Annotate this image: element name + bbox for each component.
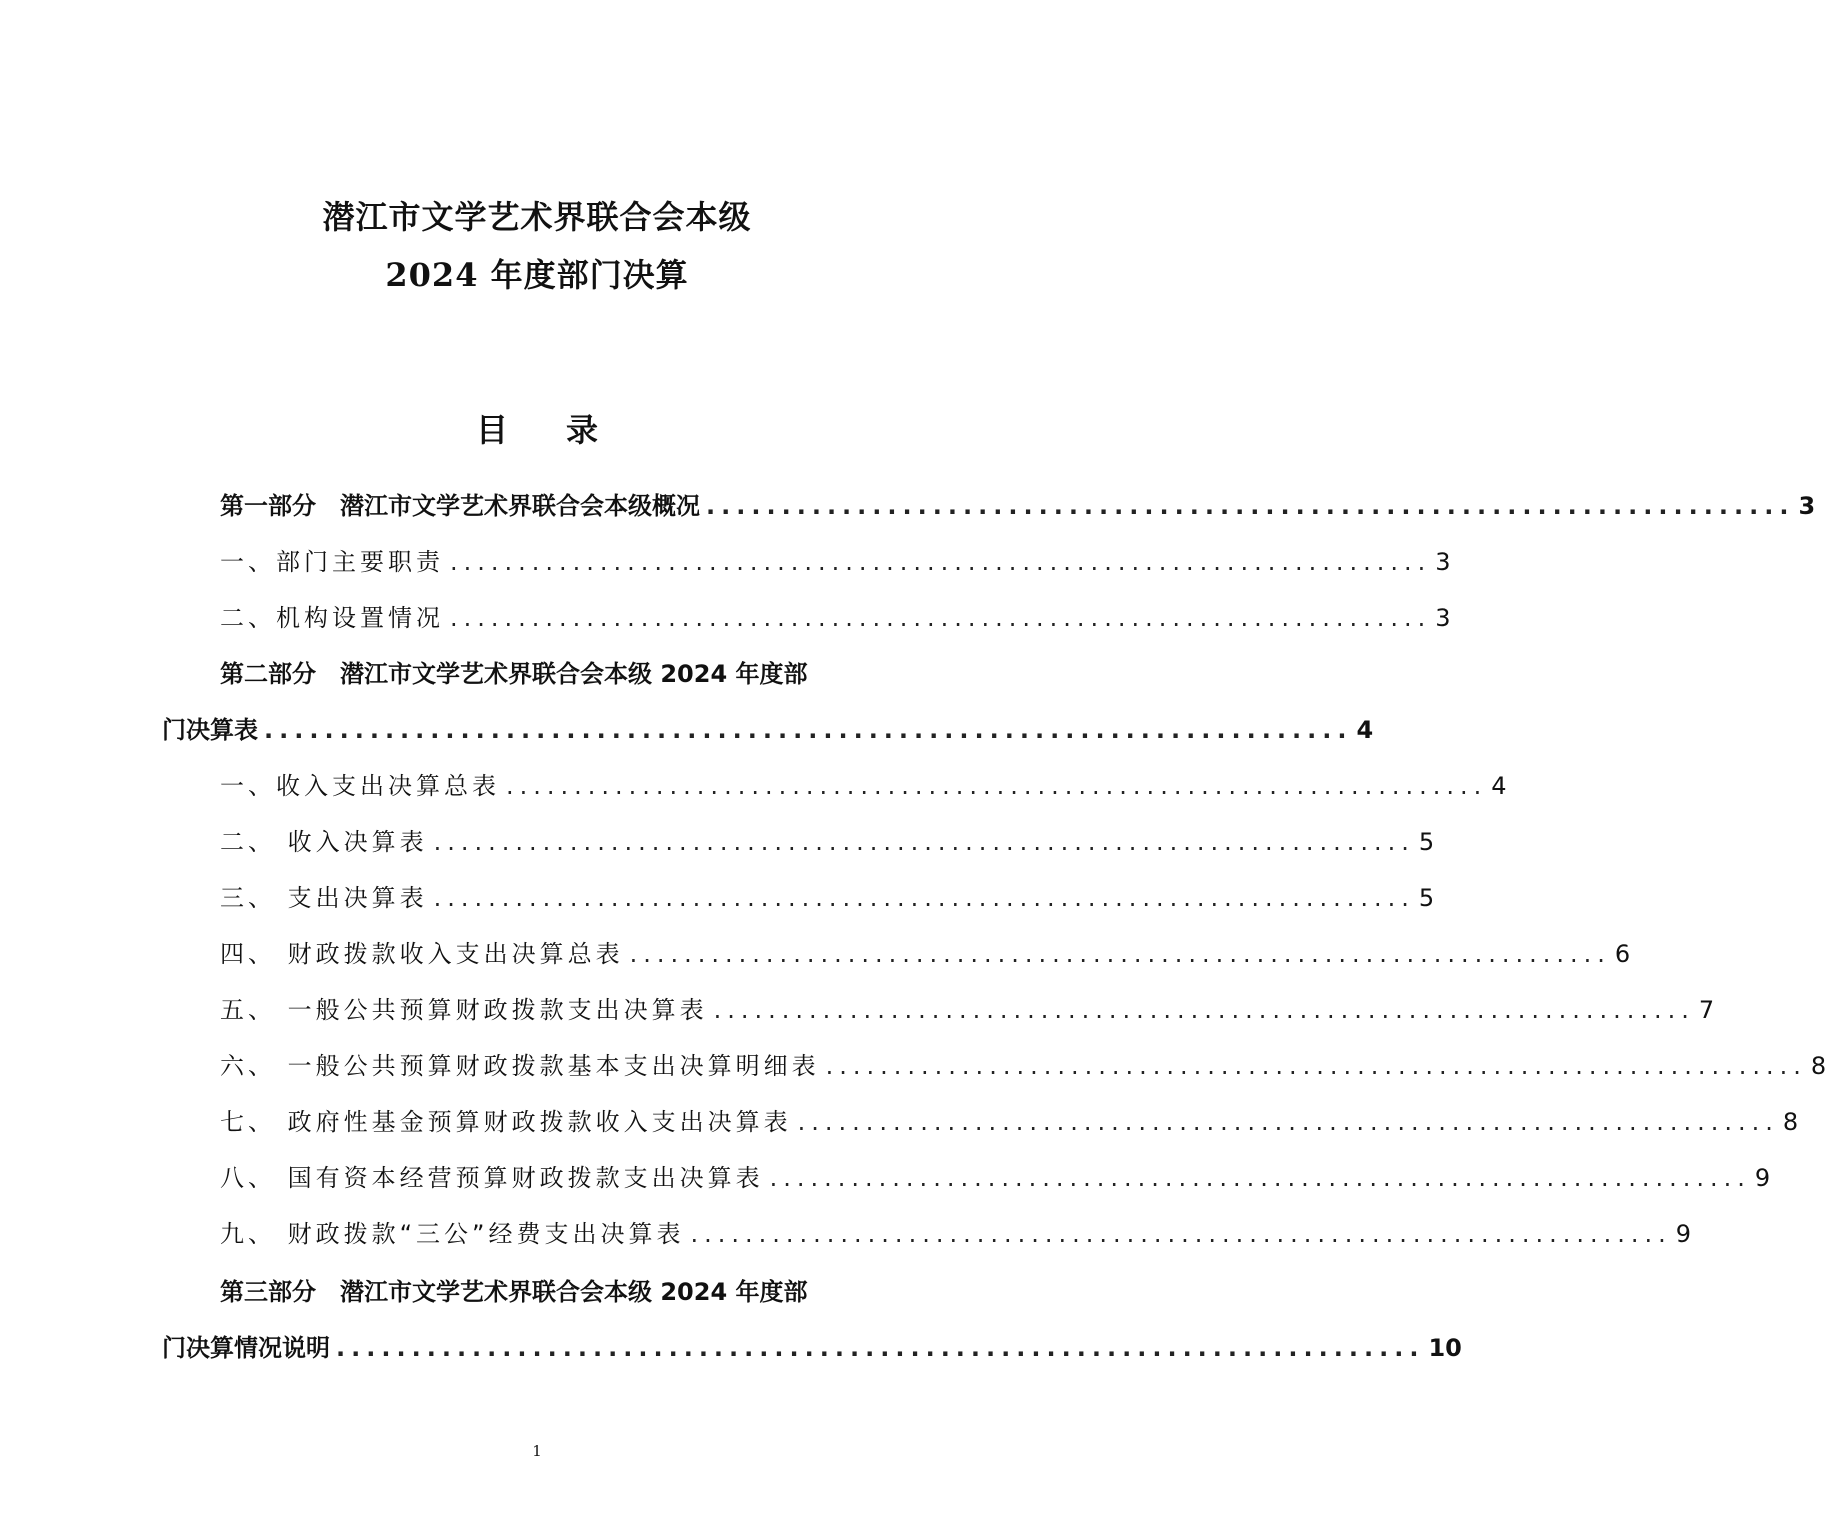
toc-entry-label: 二、机构设置情况	[220, 604, 444, 632]
toc-entry-2-8[interactable]: 八、 国有资本经营预算财政拨款支出决算表 ........................................................................ 9	[220, 1164, 1771, 1192]
toc-entry-page: 8	[1782, 1108, 1799, 1136]
toc-entry-label: 门决算表	[162, 716, 258, 744]
toc-entry-page: 3	[1435, 548, 1451, 576]
toc-entry-part1[interactable]: 第一部分 潜江市文学艺术界联合会本级概况 ........................................................................ 3	[220, 492, 1816, 520]
toc-entry-page: 5	[1418, 828, 1435, 856]
toc-heading-right: 录	[566, 411, 599, 449]
toc-entry-label: 五、 一般公共预算财政拨款支出决算表	[220, 996, 708, 1024]
toc-entry-label: 九、 财政拨款“三公”经费支出决算表	[220, 1220, 685, 1248]
toc-entry-label: 一、收入支出决算总表	[220, 772, 500, 800]
toc-entry-2-3[interactable]: 三、 支出决算表 ........................................................................ 5	[220, 884, 1435, 912]
toc-heading-left: 目	[475, 411, 508, 449]
toc-entry-page: 4	[1491, 772, 1507, 800]
toc-entry-part3[interactable]: 门决算情况说明 ........................................................................ 10	[162, 1334, 1462, 1362]
toc-entry-1-2[interactable]: 二、机构设置情况 ........................................................................ 3	[220, 604, 1451, 632]
toc-entry-label: 七、 政府性基金预算财政拨款收入支出决算表	[220, 1108, 792, 1136]
toc-entry-label: 一、部门主要职责	[220, 548, 444, 576]
toc-entry-2-5[interactable]: 五、 一般公共预算财政拨款支出决算表 ........................................................................ 7	[220, 996, 1715, 1024]
toc-entry-label: 八、 国有资本经营预算财政拨款支出决算表	[220, 1164, 764, 1192]
document-title-line2: 2024 年度部门决算	[385, 256, 689, 294]
toc-entry-label: 三、 支出决算表	[220, 884, 428, 912]
toc-entry-part2[interactable]: 门决算表 ........................................................................ 4	[162, 716, 1374, 744]
toc-heading	[0, 405, 1074, 451]
toc-entry-1-1[interactable]: 一、部门主要职责 ........................................................................ 3	[220, 548, 1451, 576]
toc-entry-2-1[interactable]: 一、收入支出决算总表 ........................................................................ 4	[220, 772, 1507, 800]
toc-entry-page: 3	[1435, 604, 1451, 632]
toc-entry-part3-line1[interactable]: 第三部分 潜江市文学艺术界联合会本级 2024 年度部	[220, 1278, 808, 1306]
toc-entry-2-9[interactable]: 九、 财政拨款“三公”经费支出决算表 ........................................................................ 9	[220, 1220, 1692, 1248]
toc-entry-2-2[interactable]: 二、 收入决算表 ........................................................................ 5	[220, 828, 1435, 856]
toc-entry-2-6[interactable]: 六、 一般公共预算财政拨款基本支出决算明细表 ........................................................................ 8	[220, 1052, 1826, 1080]
toc-entry-page: 3	[1798, 492, 1816, 520]
toc-entry-page: 4	[1356, 716, 1374, 744]
toc-entry-label: 第一部分 潜江市文学艺术界联合会本级概况	[220, 492, 700, 520]
toc-entry-page: 6	[1614, 940, 1631, 968]
document-title-line1: 潜江市文学艺术界联合会本级	[322, 198, 752, 236]
toc-entry-label: 四、 财政拨款收入支出决算总表	[220, 940, 624, 968]
toc-entry-page: 10	[1428, 1334, 1462, 1362]
toc-entry-label: 二、 收入决算表	[220, 828, 428, 856]
toc-entry-2-4[interactable]: 四、 财政拨款收入支出决算总表 ........................................................................ 6	[220, 940, 1631, 968]
toc-entry-page: 9	[1675, 1220, 1692, 1248]
toc-entry-label: 六、 一般公共预算财政拨款基本支出决算明细表	[220, 1052, 820, 1080]
toc-entry-label: 门决算情况说明	[162, 1334, 330, 1362]
toc-entry-page: 8	[1810, 1052, 1826, 1080]
toc-entry-2-7[interactable]: 七、 政府性基金预算财政拨款收入支出决算表 ........................................................................ 8	[220, 1108, 1799, 1136]
toc-entry-page: 7	[1698, 996, 1715, 1024]
toc-entry-part2-line1[interactable]: 第二部分 潜江市文学艺术界联合会本级 2024 年度部	[220, 660, 808, 688]
toc-entry-page: 5	[1418, 884, 1435, 912]
page-number: 1	[532, 1442, 542, 1460]
toc-entry-page: 9	[1754, 1164, 1771, 1192]
